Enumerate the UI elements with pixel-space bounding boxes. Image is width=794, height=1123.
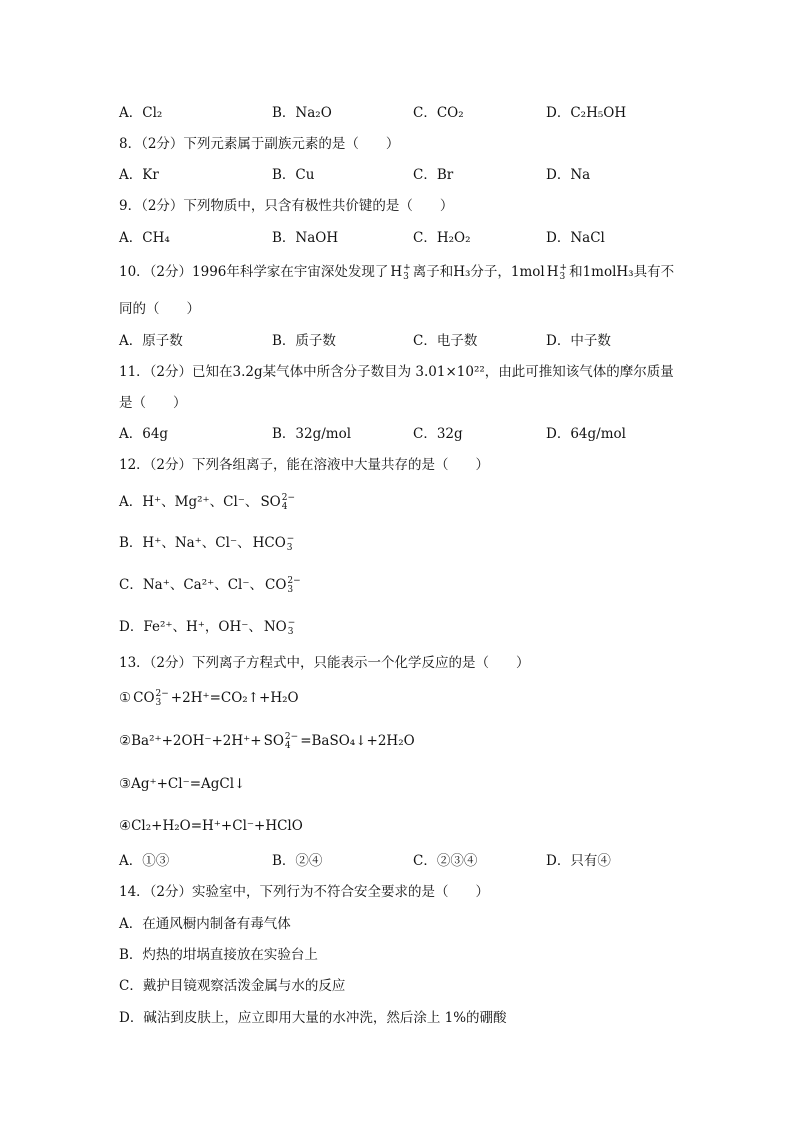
q14-option-c: C．戴护目镜观察活泼金属与水的反应: [119, 978, 346, 994]
q13-ion-1: CO 2− 3: [133, 688, 169, 708]
q11-option-d: D．64g/mol: [546, 426, 626, 442]
q14-option-d: D．碱沾到皮肤上，应立即用大量的水冲洗，然后涂上 1%的硼酸: [119, 1010, 507, 1026]
q14-stem: 14．（2分）实验室中，下列行为不符合安全要求的是（ ）: [119, 884, 490, 900]
q8-option-d: D．Na: [546, 167, 591, 183]
q13-option-a: A．①③: [119, 853, 170, 869]
q10-option-c: C．电子数: [413, 333, 478, 349]
q13-equation-3: ③Ag⁺+Cl⁻=AgCl↓: [119, 776, 246, 792]
q9-stem: 9．（2分）下列物质中，只含有极性共价键的是（ ）: [119, 198, 454, 214]
q8-stem: 8．（2分）下列元素属于副族元素的是（ ）: [119, 136, 400, 152]
q12-stem: 12．（2分）下列各组离子，能在溶液中大量共存的是（ ）: [119, 457, 490, 473]
q13-option-c: C．②③④: [413, 853, 478, 869]
q12-ion-a: SO 2− 4: [260, 492, 296, 512]
q11-option-b: B．32g/mol: [272, 426, 352, 442]
q13-option-b: B．②④: [272, 853, 323, 869]
q8-option-b: B．Cu: [272, 167, 315, 183]
q14-option-a: A．在通风橱内制备有毒气体: [119, 916, 291, 932]
q9-option-c: C．H₂O₂: [413, 230, 471, 246]
q12-option-b: B．H⁺、Na⁺、Cl⁻、 HCO − 3: [119, 533, 295, 553]
q13-option-d: D．只有④: [546, 853, 611, 869]
q11-stem: 11．（2分）已知在3.2g某气体中所含分子数目为 3.01×10²²，由此可推知该气体的摩尔质量: [119, 364, 674, 380]
q10-ion-2: H + 3: [546, 262, 568, 282]
q11-option-a: A．64g: [119, 426, 169, 442]
q13-stem: 13．（2分）下列离子方程式中，只能表示一个化学反应的是（ ）: [119, 655, 530, 671]
q13-equation-4: ④Cl₂+H₂O=H⁺+Cl⁻+HClO: [119, 818, 303, 834]
q7-option-b: B．Na₂O: [272, 105, 332, 121]
q13-equation-1: ① CO 2− 3 +2H⁺=CO₂↑+H₂O: [119, 688, 299, 708]
q12-option-c: C．Na⁺、Ca²⁺、Cl⁻、 CO 2− 3: [119, 575, 301, 595]
q12-option-d: D．Fe²⁺、H⁺，OH⁻、 NO − 3: [119, 617, 296, 637]
q12-ion-c: CO 2− 3: [265, 575, 301, 595]
q10-option-b: B．质子数: [272, 333, 336, 349]
q7-option-d: D．C₂H₅OH: [546, 105, 627, 121]
q7-option-c: C．CO₂: [413, 105, 464, 121]
q9-option-b: B．NaOH: [272, 230, 339, 246]
q11-option-c: C．32g: [413, 426, 463, 442]
q10-option-a: A．原子数: [119, 333, 183, 349]
q8-option-a: A．Kr: [119, 167, 159, 183]
q9-option-a: A．CH₄: [119, 230, 170, 246]
q8-option-c: C．Br: [413, 167, 454, 183]
q13-ion-2: SO 2− 4: [263, 731, 299, 751]
q12-ion-b: HCO − 3: [252, 533, 295, 553]
q7-option-a: A．Cl₂: [119, 105, 163, 121]
q9-option-d: D．NaCl: [546, 230, 605, 246]
q10-stem: 10．（2分）1996年科学家在宇宙深处发现了 H + 3 离子和H₃分子，1mol H + 3 和1molH₃具有不: [119, 262, 675, 282]
q12-option-a: A．H⁺、Mg²⁺、Cl⁻、 SO 2− 4: [119, 492, 296, 512]
q14-option-b: B．灼热的坩埚直接放在实验台上: [119, 947, 318, 963]
q12-ion-d: NO − 3: [263, 617, 296, 637]
q13-equation-2: ②Ba²⁺+2OH⁻+2H⁺+ SO 2− 4 =BaSO₄↓+2H₂O: [119, 731, 415, 751]
q11-stem-line2: 是（ ）: [119, 395, 187, 411]
q10-ion-1: H + 3: [390, 262, 411, 282]
q10-stem-line2: 同的（ ）: [119, 301, 200, 317]
q10-option-d: D．中子数: [546, 333, 611, 349]
